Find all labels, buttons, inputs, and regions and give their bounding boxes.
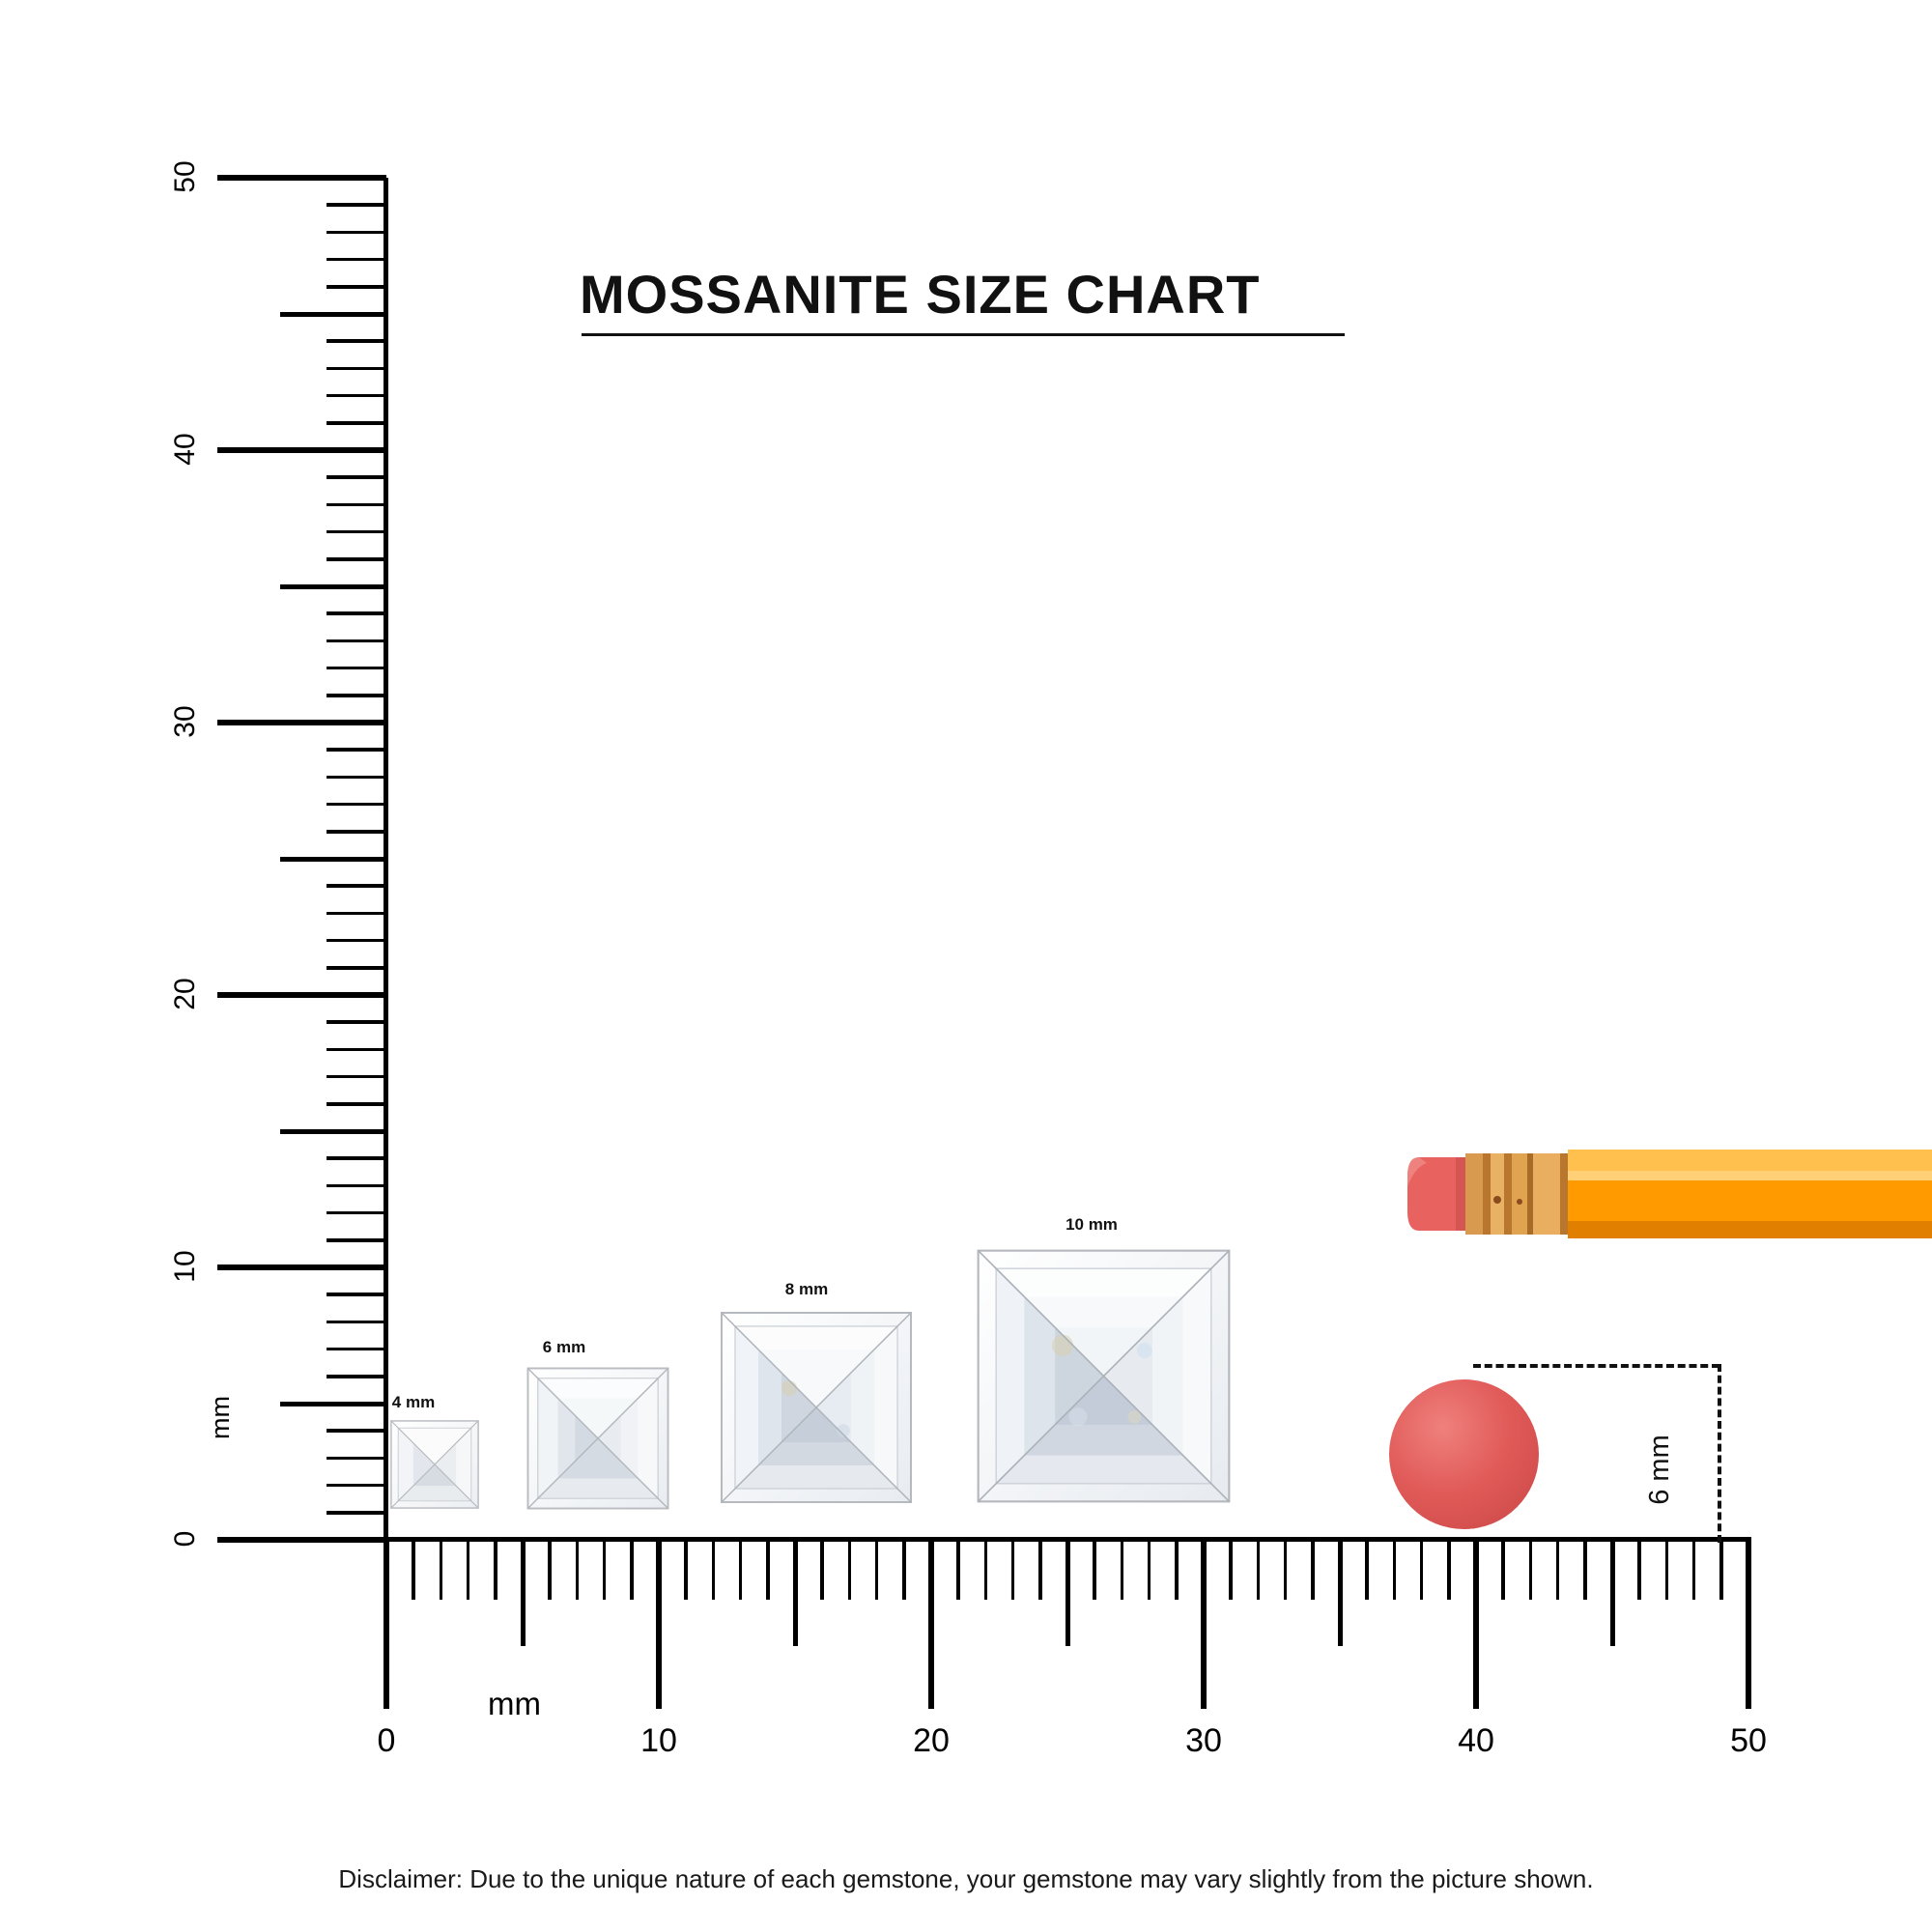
- horizontal-ruler-tick: [848, 1540, 852, 1600]
- horizontal-ruler-tick: [412, 1540, 415, 1600]
- vertical-ruler-tick: [327, 339, 386, 343]
- horizontal-ruler-tick: [820, 1540, 824, 1600]
- horizontal-ruler-tick: [1201, 1540, 1207, 1709]
- vertical-ruler-tick: [327, 611, 386, 615]
- vertical-ruler-tick: [327, 475, 386, 479]
- horizontal-ruler-tick: [1175, 1540, 1179, 1600]
- horizontal-ruler-tick: [902, 1540, 906, 1600]
- horizontal-ruler-tick: [1447, 1540, 1451, 1600]
- vertical-ruler-tick: [280, 312, 386, 317]
- horizontal-axis-unit-label: mm: [488, 1686, 541, 1721]
- pencil-reference-object: [1406, 1128, 1932, 1264]
- horizontal-ruler-label-20: 20: [913, 1722, 950, 1759]
- vertical-ruler-label-30: 30: [169, 705, 201, 738]
- vertical-ruler-tick: [327, 421, 386, 425]
- title-underline: [582, 333, 1345, 336]
- vertical-ruler-tick: [217, 1264, 386, 1270]
- vertical-ruler-tick: [327, 394, 386, 398]
- vertical-ruler-tick: [280, 584, 386, 589]
- horizontal-ruler-tick: [1284, 1540, 1288, 1600]
- vertical-ruler-tick: [327, 203, 386, 207]
- vertical-ruler-tick: [327, 1293, 386, 1296]
- vertical-ruler-label-50: 50: [169, 160, 201, 193]
- horizontal-ruler-tick: [1610, 1540, 1615, 1646]
- horizontal-ruler-tick: [1121, 1540, 1124, 1600]
- vertical-ruler-tick: [280, 1129, 386, 1134]
- horizontal-ruler-tick: [766, 1540, 770, 1600]
- gem-label-8mm: 8 mm: [784, 1280, 829, 1298]
- gem-10mm: [976, 1248, 1232, 1509]
- vertical-ruler-tick: [327, 884, 386, 888]
- horizontal-ruler-tick: [1038, 1540, 1042, 1600]
- horizontal-ruler-tick: [739, 1540, 743, 1600]
- horizontal-ruler-label-50: 50: [1730, 1722, 1767, 1759]
- horizontal-ruler-tick: [712, 1540, 716, 1600]
- vertical-ruler-tick: [327, 367, 386, 371]
- vertical-ruler-tick: [327, 1511, 386, 1515]
- vertical-ruler-tick: [327, 1484, 386, 1488]
- horizontal-ruler-tick: [1365, 1540, 1369, 1600]
- horizontal-ruler-tick: [440, 1540, 443, 1600]
- horizontal-ruler-tick: [1583, 1540, 1587, 1600]
- eraser-size-label: 6 mm: [1643, 1435, 1675, 1505]
- vertical-ruler-tick: [327, 748, 386, 752]
- gem-8mm: [720, 1311, 913, 1509]
- gem-label-4mm: 4 mm: [391, 1393, 436, 1411]
- vertical-ruler-tick: [327, 694, 386, 697]
- vertical-ruler-tick: [327, 557, 386, 561]
- eraser-dimension-top-line: [1473, 1364, 1719, 1368]
- gem-label-10mm: 10 mm: [1065, 1215, 1118, 1234]
- vertical-ruler-tick: [327, 939, 386, 943]
- horizontal-ruler-tick: [1529, 1540, 1533, 1600]
- horizontal-ruler-label-0: 0: [377, 1722, 396, 1759]
- horizontal-ruler-tick: [467, 1540, 470, 1600]
- horizontal-ruler-tick: [1148, 1540, 1151, 1600]
- vertical-ruler-tick: [327, 1238, 386, 1242]
- horizontal-ruler-tick: [630, 1540, 634, 1600]
- vertical-ruler-tick: [327, 503, 386, 507]
- vertical-ruler-tick: [327, 667, 386, 670]
- horizontal-ruler-tick: [494, 1540, 497, 1600]
- vertical-ruler-tick: [217, 447, 386, 453]
- vertical-ruler-tick: [327, 803, 386, 807]
- horizontal-ruler-tick: [1692, 1540, 1696, 1600]
- horizontal-ruler-tick: [603, 1540, 607, 1600]
- horizontal-ruler-tick: [1556, 1540, 1560, 1600]
- horizontal-ruler-tick: [1311, 1540, 1315, 1600]
- horizontal-ruler-tick: [1065, 1540, 1070, 1646]
- vertical-ruler-label-40: 40: [169, 433, 201, 466]
- horizontal-ruler-tick: [548, 1540, 552, 1600]
- horizontal-ruler-tick: [656, 1540, 662, 1709]
- eraser-dimension-right-line: [1718, 1364, 1721, 1543]
- horizontal-ruler-label-40: 40: [1458, 1722, 1494, 1759]
- horizontal-ruler-tick: [1746, 1540, 1751, 1709]
- vertical-ruler-tick: [327, 1211, 386, 1215]
- horizontal-ruler-tick: [1093, 1540, 1096, 1600]
- disclaimer-text: Disclaimer: Due to the unique nature of each gemstone, your gemstone may vary slightly from the picture shown.: [338, 1864, 1594, 1893]
- vertical-ruler-tick: [327, 231, 386, 235]
- horizontal-ruler-tick: [793, 1540, 798, 1646]
- page-title: MOSSANITE SIZE CHART: [580, 264, 1261, 325]
- vertical-ruler-tick: [327, 1184, 386, 1188]
- horizontal-ruler-tick: [684, 1540, 688, 1600]
- vertical-ruler-tick: [327, 1048, 386, 1052]
- horizontal-ruler-tick: [1637, 1540, 1641, 1600]
- horizontal-ruler-tick: [1501, 1540, 1505, 1600]
- vertical-ruler-tick: [217, 1537, 386, 1543]
- vertical-ruler-tick: [327, 912, 386, 916]
- vertical-ruler-tick: [327, 285, 386, 289]
- gem-label-6mm: 6 mm: [542, 1338, 586, 1356]
- eraser-head-reference: [1389, 1379, 1539, 1529]
- horizontal-ruler-tick: [1393, 1540, 1397, 1600]
- horizontal-ruler-tick: [521, 1540, 526, 1646]
- vertical-ruler-tick: [217, 175, 386, 181]
- horizontal-ruler-tick: [875, 1540, 879, 1600]
- vertical-ruler-tick: [327, 1348, 386, 1351]
- vertical-ruler-label-0: 0: [169, 1530, 201, 1548]
- vertical-ruler-tick: [327, 1075, 386, 1079]
- horizontal-ruler-tick: [1338, 1540, 1343, 1646]
- horizontal-ruler-tick: [1257, 1540, 1261, 1600]
- horizontal-ruler-tick: [956, 1540, 960, 1600]
- horizontal-ruler-tick: [1229, 1540, 1233, 1600]
- vertical-ruler-tick: [327, 530, 386, 534]
- vertical-ruler-tick: [327, 1020, 386, 1024]
- horizontal-ruler-tick: [1719, 1540, 1723, 1600]
- vertical-ruler-tick: [280, 857, 386, 862]
- vertical-axis-unit-label: mm: [205, 1396, 235, 1439]
- horizontal-ruler-tick: [1665, 1540, 1669, 1600]
- vertical-ruler-label-20: 20: [169, 978, 201, 1010]
- vertical-ruler-tick: [327, 1156, 386, 1160]
- vertical-ruler-tick: [327, 1429, 386, 1433]
- horizontal-ruler-tick: [1473, 1540, 1479, 1709]
- horizontal-ruler-tick: [576, 1540, 580, 1600]
- vertical-ruler-tick: [327, 639, 386, 643]
- horizontal-ruler-tick: [1420, 1540, 1424, 1600]
- vertical-ruler-tick: [327, 776, 386, 780]
- horizontal-ruler-tick: [1011, 1540, 1015, 1600]
- vertical-ruler-tick: [327, 830, 386, 834]
- vertical-ruler-label-10: 10: [169, 1250, 201, 1283]
- horizontal-ruler-label-30: 30: [1185, 1722, 1222, 1759]
- vertical-ruler-tick: [327, 1457, 386, 1461]
- horizontal-ruler-tick: [384, 1540, 389, 1709]
- horizontal-ruler-tick: [984, 1540, 988, 1600]
- horizontal-ruler-label-10: 10: [640, 1722, 677, 1759]
- vertical-ruler-tick: [327, 966, 386, 970]
- vertical-ruler-tick: [327, 258, 386, 262]
- horizontal-ruler-tick: [928, 1540, 934, 1709]
- vertical-ruler-tick: [217, 992, 386, 998]
- vertical-ruler-tick: [327, 1102, 386, 1106]
- vertical-ruler-tick: [327, 1375, 386, 1378]
- vertical-ruler-tick: [217, 720, 386, 725]
- gem-6mm: [526, 1367, 669, 1515]
- vertical-ruler-tick: [327, 1321, 386, 1324]
- gem-4mm: [390, 1420, 479, 1514]
